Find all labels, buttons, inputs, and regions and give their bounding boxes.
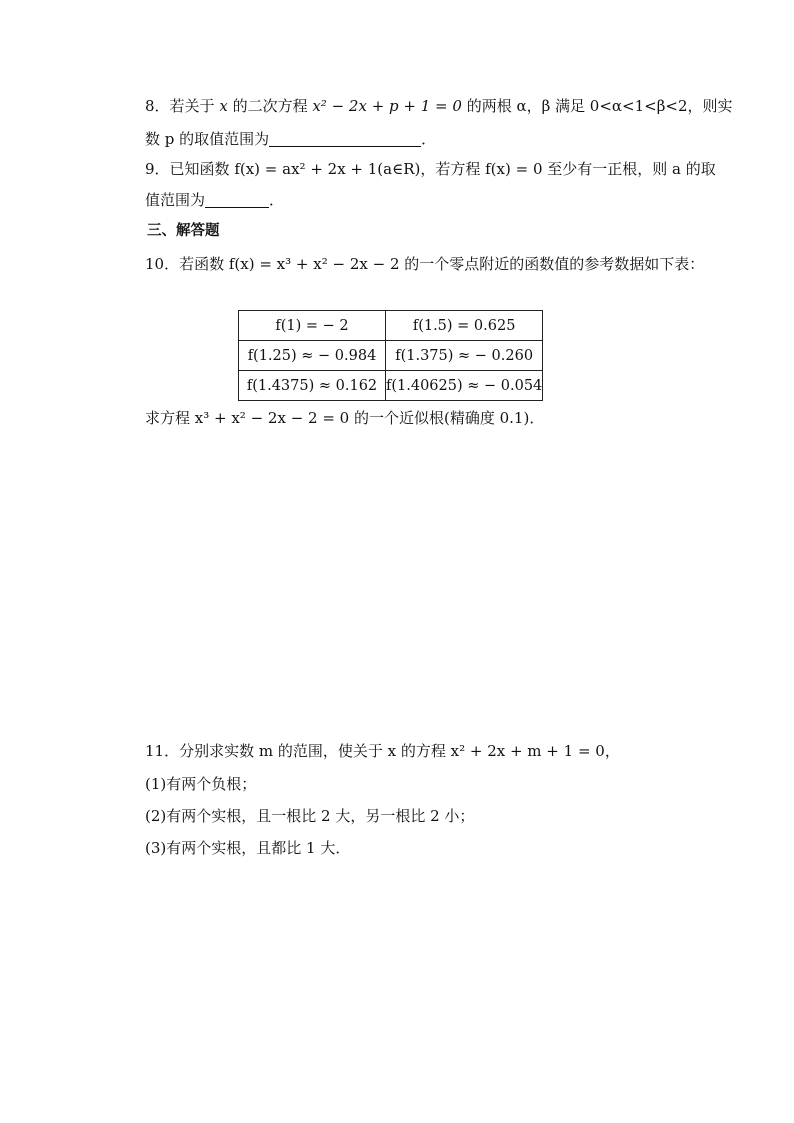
q8-end: ． <box>421 130 437 148</box>
q10-number: 10． <box>145 255 180 273</box>
q9-number: 9． <box>145 160 170 178</box>
q11-answer-space[interactable] <box>145 870 665 1090</box>
q11-part3: (3)有两个实根，且都比 1 大． <box>145 839 351 857</box>
q8-equation: x² − 2x + p + 1 = 0 <box>312 97 462 115</box>
section-heading: 三、解答题 <box>147 223 220 239</box>
q9-answer-blank[interactable] <box>205 193 269 208</box>
q10-answer-space[interactable] <box>145 440 665 720</box>
q8-line2 <box>145 129 436 149</box>
q8-text-b: 的二次方程 <box>227 97 313 115</box>
table-cell: f(1) = − 2 <box>239 311 386 341</box>
q9-line2-text: 值范围为 <box>145 191 206 209</box>
q9-line1 <box>145 159 716 179</box>
q8-text-a: 若关于 <box>169 97 220 115</box>
table-cell: f(1.5) = 0.625 <box>386 311 543 341</box>
q11-number: 11． <box>145 742 180 760</box>
q8-answer-blank[interactable] <box>269 132 421 147</box>
q8-number: 8． <box>145 97 170 115</box>
reference-table <box>238 310 543 401</box>
q11-line1-text: 分别求实数 m 的范围，使关于 x 的方程 x² + 2x + m + 1 = 0， <box>179 742 620 760</box>
q8-text-c: 的两根 α，β 满足 0<α<1<β<2，则实 <box>461 97 733 115</box>
table-cell: f(1.25) ≈ − 0.984 <box>239 341 386 371</box>
q8-line1 <box>145 96 733 116</box>
q8-line2-text: 数 p 的取值范围为 <box>145 130 270 148</box>
table-row <box>239 311 543 341</box>
q10-line2 <box>145 408 544 428</box>
q9-line2 <box>145 190 284 210</box>
table-row <box>239 371 543 401</box>
q10-line2-text: 求方程 x³ + x² − 2x − 2 = 0 的一个近似根(精确度 0.1)． <box>145 409 545 427</box>
q10-line1 <box>145 254 704 274</box>
table-row <box>239 341 543 371</box>
q9-line1-text: 已知函数 f(x) = ax² + 2x + 1(a∈R)，若方程 f(x) = 0 至少有一正根，则 a 的取 <box>169 160 716 178</box>
q8-var-x: x <box>219 97 228 115</box>
q10-line1-text: 若函数 f(x) = x³ + x² − 2x − 2 的一个零点附近的函数值的参考数据如下表： <box>179 255 705 273</box>
q9-end: ． <box>269 191 285 209</box>
table-cell: f(1.4375) ≈ 0.162 <box>239 371 386 401</box>
table-cell: f(1.40625) ≈ − 0.054 <box>386 371 543 401</box>
q11-part1: (1)有两个负根； <box>145 775 257 793</box>
table-cell: f(1.375) ≈ − 0.260 <box>386 341 543 371</box>
q11-part2: (2)有两个实根，且一根比 2 大，另一根比 2 小； <box>145 807 475 825</box>
q11-line1 <box>145 741 620 761</box>
